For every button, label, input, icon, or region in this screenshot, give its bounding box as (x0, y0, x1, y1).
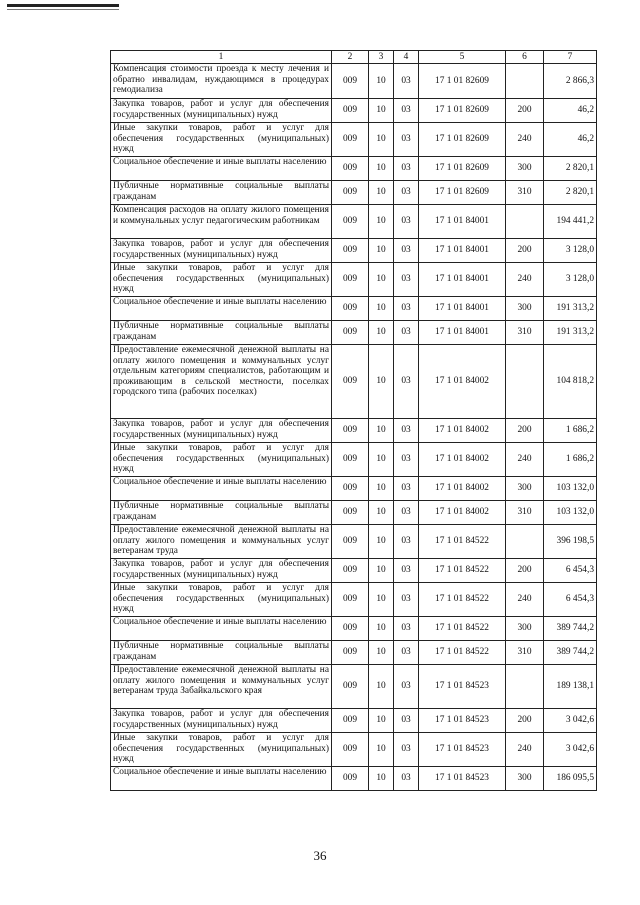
table-row (111, 345, 597, 419)
row-ministry-code: 009 (332, 665, 369, 709)
row-section-code: 10 (369, 709, 394, 733)
row-ministry-code: 009 (332, 99, 369, 123)
row-subsection-code: 03 (394, 99, 419, 123)
row-subsection-code: 03 (394, 181, 419, 205)
row-subsection-code: 03 (394, 559, 419, 583)
row-target-article: 17 1 01 84522 (419, 525, 506, 559)
row-amount: 3 128,0 (544, 263, 597, 297)
row-expense-type (506, 64, 544, 99)
row-section-code: 10 (369, 641, 394, 665)
row-ministry-code: 009 (332, 239, 369, 263)
row-amount: 191 313,2 (544, 297, 597, 321)
table-row (111, 709, 597, 733)
row-target-article: 17 1 01 84001 (419, 239, 506, 263)
row-ministry-code: 009 (332, 477, 369, 501)
row-expense-type: 300 (506, 767, 544, 791)
row-description: Иные закупки товаров, работ и услуг для обеспечения государственных (муниципальных) нужд (111, 123, 332, 157)
top-rule (7, 4, 119, 7)
row-expense-type: 300 (506, 297, 544, 321)
row-description: Социальное обеспечение и иные выплаты населению (111, 767, 332, 791)
table-row (111, 733, 597, 767)
row-expense-type: 200 (506, 559, 544, 583)
table-row (111, 525, 597, 559)
row-target-article: 17 1 01 84523 (419, 709, 506, 733)
row-amount: 46,2 (544, 123, 597, 157)
row-section-code: 10 (369, 617, 394, 641)
row-description: Иные закупки товаров, работ и услуг для обеспечения государственных (муниципальных) нужд (111, 583, 332, 617)
row-subsection-code: 03 (394, 419, 419, 443)
row-section-code: 10 (369, 123, 394, 157)
row-subsection-code: 03 (394, 345, 419, 419)
row-ministry-code: 009 (332, 263, 369, 297)
row-ministry-code: 009 (332, 767, 369, 791)
row-target-article: 17 1 01 84522 (419, 641, 506, 665)
table-header-row (111, 51, 597, 64)
col-header-7: 7 (544, 51, 597, 64)
row-section-code: 10 (369, 157, 394, 181)
row-amount: 6 454,3 (544, 559, 597, 583)
table-row (111, 263, 597, 297)
row-section-code: 10 (369, 321, 394, 345)
table-row (111, 477, 597, 501)
row-subsection-code: 03 (394, 123, 419, 157)
row-target-article: 17 1 01 84002 (419, 419, 506, 443)
row-section-code: 10 (369, 559, 394, 583)
row-subsection-code: 03 (394, 157, 419, 181)
table-row (111, 419, 597, 443)
row-ministry-code: 009 (332, 501, 369, 525)
row-ministry-code: 009 (332, 443, 369, 477)
row-description: Предоставление ежемесячной денежной выплаты на оплату жилого помещения и коммунальных услуг ветеранам труда (111, 525, 332, 559)
table-row (111, 501, 597, 525)
row-ministry-code: 009 (332, 64, 369, 99)
row-description: Социальное обеспечение и иные выплаты населению (111, 477, 332, 501)
row-description: Публичные нормативные социальные выплаты гражданам (111, 181, 332, 205)
row-ministry-code: 009 (332, 321, 369, 345)
row-expense-type: 240 (506, 583, 544, 617)
row-ministry-code: 009 (332, 123, 369, 157)
row-subsection-code: 03 (394, 297, 419, 321)
row-ministry-code: 009 (332, 641, 369, 665)
row-expense-type: 300 (506, 477, 544, 501)
table-row (111, 157, 597, 181)
row-expense-type: 200 (506, 709, 544, 733)
budget-table (110, 50, 597, 791)
row-ministry-code: 009 (332, 297, 369, 321)
row-target-article: 17 1 01 82609 (419, 157, 506, 181)
row-section-code: 10 (369, 345, 394, 419)
row-target-article: 17 1 01 82609 (419, 64, 506, 99)
row-description: Закупка товаров, работ и услуг для обеспечения государственных (муниципальных) нужд (111, 239, 332, 263)
table-row (111, 617, 597, 641)
row-subsection-code: 03 (394, 477, 419, 501)
row-subsection-code: 03 (394, 443, 419, 477)
col-header-6: 6 (506, 51, 544, 64)
row-section-code: 10 (369, 767, 394, 791)
table-row (111, 239, 597, 263)
row-ministry-code: 009 (332, 583, 369, 617)
row-description: Иные закупки товаров, работ и услуг для обеспечения государственных (муниципальных) нужд (111, 263, 332, 297)
row-ministry-code: 009 (332, 157, 369, 181)
row-subsection-code: 03 (394, 501, 419, 525)
col-header-3: 3 (369, 51, 394, 64)
table-row (111, 123, 597, 157)
col-header-4: 4 (394, 51, 419, 64)
row-subsection-code: 03 (394, 767, 419, 791)
row-expense-type: 240 (506, 443, 544, 477)
table-row (111, 583, 597, 617)
row-subsection-code: 03 (394, 617, 419, 641)
table-row (111, 205, 597, 239)
table-row (111, 767, 597, 791)
row-target-article: 17 1 01 84523 (419, 767, 506, 791)
row-description: Закупка товаров, работ и услуг для обеспечения государственных (муниципальных) нужд (111, 99, 332, 123)
row-target-article: 17 1 01 84002 (419, 501, 506, 525)
row-amount: 396 198,5 (544, 525, 597, 559)
row-section-code: 10 (369, 525, 394, 559)
table-row (111, 443, 597, 477)
row-expense-type: 310 (506, 641, 544, 665)
row-expense-type (506, 525, 544, 559)
row-section-code: 10 (369, 263, 394, 297)
col-header-1: 1 (111, 51, 332, 64)
row-ministry-code: 009 (332, 419, 369, 443)
row-target-article: 17 1 01 84522 (419, 559, 506, 583)
row-expense-type (506, 345, 544, 419)
table-row (111, 559, 597, 583)
table-row (111, 665, 597, 709)
row-section-code: 10 (369, 205, 394, 239)
row-ministry-code: 009 (332, 559, 369, 583)
row-section-code: 10 (369, 733, 394, 767)
row-amount: 389 744,2 (544, 641, 597, 665)
row-expense-type: 300 (506, 617, 544, 641)
table-row (111, 321, 597, 345)
top-rule-thin (7, 9, 119, 10)
row-subsection-code: 03 (394, 64, 419, 99)
row-amount: 186 095,5 (544, 767, 597, 791)
row-target-article: 17 1 01 84522 (419, 617, 506, 641)
row-amount: 6 454,3 (544, 583, 597, 617)
row-expense-type: 310 (506, 181, 544, 205)
table-row (111, 99, 597, 123)
row-section-code: 10 (369, 181, 394, 205)
row-expense-type (506, 205, 544, 239)
row-target-article: 17 1 01 84002 (419, 477, 506, 501)
row-subsection-code: 03 (394, 641, 419, 665)
row-target-article: 17 1 01 84523 (419, 733, 506, 767)
row-expense-type: 300 (506, 157, 544, 181)
row-expense-type: 240 (506, 263, 544, 297)
row-subsection-code: 03 (394, 709, 419, 733)
row-target-article: 17 1 01 82609 (419, 99, 506, 123)
row-amount: 1 686,2 (544, 443, 597, 477)
row-section-code: 10 (369, 443, 394, 477)
row-description: Иные закупки товаров, работ и услуг для обеспечения государственных (муниципальных) нужд (111, 733, 332, 767)
row-section-code: 10 (369, 99, 394, 123)
row-target-article: 17 1 01 84001 (419, 297, 506, 321)
row-description: Социальное обеспечение и иные выплаты населению (111, 617, 332, 641)
row-expense-type: 310 (506, 321, 544, 345)
row-amount: 389 744,2 (544, 617, 597, 641)
row-amount: 2 820,1 (544, 157, 597, 181)
row-expense-type: 200 (506, 419, 544, 443)
row-target-article: 17 1 01 84523 (419, 665, 506, 709)
row-target-article: 17 1 01 82609 (419, 123, 506, 157)
row-amount: 194 441,2 (544, 205, 597, 239)
row-expense-type (506, 665, 544, 709)
row-amount: 1 686,2 (544, 419, 597, 443)
col-header-2: 2 (332, 51, 369, 64)
row-section-code: 10 (369, 477, 394, 501)
row-description: Закупка товаров, работ и услуг для обеспечения государственных (муниципальных) нужд (111, 559, 332, 583)
row-ministry-code: 009 (332, 709, 369, 733)
row-target-article: 17 1 01 84001 (419, 205, 506, 239)
row-section-code: 10 (369, 665, 394, 709)
row-subsection-code: 03 (394, 239, 419, 263)
row-description: Социальное обеспечение и иные выплаты населению (111, 297, 332, 321)
row-description: Публичные нормативные социальные выплаты гражданам (111, 501, 332, 525)
row-amount: 3 042,6 (544, 709, 597, 733)
row-ministry-code: 009 (332, 733, 369, 767)
row-subsection-code: 03 (394, 205, 419, 239)
row-ministry-code: 009 (332, 181, 369, 205)
row-description: Социальное обеспечение и иные выплаты населению (111, 157, 332, 181)
row-target-article: 17 1 01 84522 (419, 583, 506, 617)
row-section-code: 10 (369, 583, 394, 617)
col-header-5: 5 (419, 51, 506, 64)
row-section-code: 10 (369, 297, 394, 321)
row-section-code: 10 (369, 419, 394, 443)
row-description: Иные закупки товаров, работ и услуг для обеспечения государственных (муниципальных) нужд (111, 443, 332, 477)
row-subsection-code: 03 (394, 263, 419, 297)
row-target-article: 17 1 01 84002 (419, 345, 506, 419)
row-expense-type: 200 (506, 99, 544, 123)
table-row (111, 181, 597, 205)
row-amount: 191 313,2 (544, 321, 597, 345)
table-row (111, 297, 597, 321)
row-amount: 103 132,0 (544, 501, 597, 525)
row-description: Закупка товаров, работ и услуг для обеспечения государственных (муниципальных) нужд (111, 709, 332, 733)
table-body (111, 64, 597, 791)
row-description: Предоставление ежемесячной денежной выплаты на оплату жилого помещения и коммунальных услуг ветеранам труда Забайкальского края (111, 665, 332, 709)
row-description: Закупка товаров, работ и услуг для обеспечения государственных (муниципальных) нужд (111, 419, 332, 443)
row-ministry-code: 009 (332, 205, 369, 239)
row-description: Компенсация стоимости проезда к месту лечения и обратно инвалидам, нуждающимся в процедурах гемодиализа (111, 64, 332, 99)
row-section-code: 10 (369, 501, 394, 525)
row-target-article: 17 1 01 82609 (419, 181, 506, 205)
row-amount: 3 042,6 (544, 733, 597, 767)
row-target-article: 17 1 01 84001 (419, 321, 506, 345)
row-subsection-code: 03 (394, 321, 419, 345)
row-ministry-code: 009 (332, 525, 369, 559)
row-expense-type: 240 (506, 733, 544, 767)
row-subsection-code: 03 (394, 525, 419, 559)
row-description: Публичные нормативные социальные выплаты гражданам (111, 321, 332, 345)
row-target-article: 17 1 01 84002 (419, 443, 506, 477)
table-row (111, 641, 597, 665)
row-subsection-code: 03 (394, 583, 419, 617)
page-number: 36 (313, 848, 327, 863)
row-expense-type: 200 (506, 239, 544, 263)
row-amount: 46,2 (544, 99, 597, 123)
row-section-code: 10 (369, 64, 394, 99)
table-row (111, 64, 597, 99)
row-amount: 3 128,0 (544, 239, 597, 263)
row-expense-type: 310 (506, 501, 544, 525)
row-amount: 189 138,1 (544, 665, 597, 709)
row-description: Компенсация расходов на оплату жилого помещения и коммунальных услуг педагогическим работникам (111, 205, 332, 239)
row-subsection-code: 03 (394, 665, 419, 709)
row-amount: 2 820,1 (544, 181, 597, 205)
row-description: Публичные нормативные социальные выплаты гражданам (111, 641, 332, 665)
row-target-article: 17 1 01 84001 (419, 263, 506, 297)
row-description: Предоставление ежемесячной денежной выплаты на оплату жилого помещения и коммунальных услуг отдельным категориям специалистов, работающим и проживающим в сельской местности, поселках городского типа (рабочих поселках) (111, 345, 332, 419)
row-subsection-code: 03 (394, 733, 419, 767)
row-ministry-code: 009 (332, 345, 369, 419)
row-section-code: 10 (369, 239, 394, 263)
row-amount: 2 866,3 (544, 64, 597, 99)
row-amount: 103 132,0 (544, 477, 597, 501)
row-amount: 104 818,2 (544, 345, 597, 419)
row-ministry-code: 009 (332, 617, 369, 641)
row-expense-type: 240 (506, 123, 544, 157)
